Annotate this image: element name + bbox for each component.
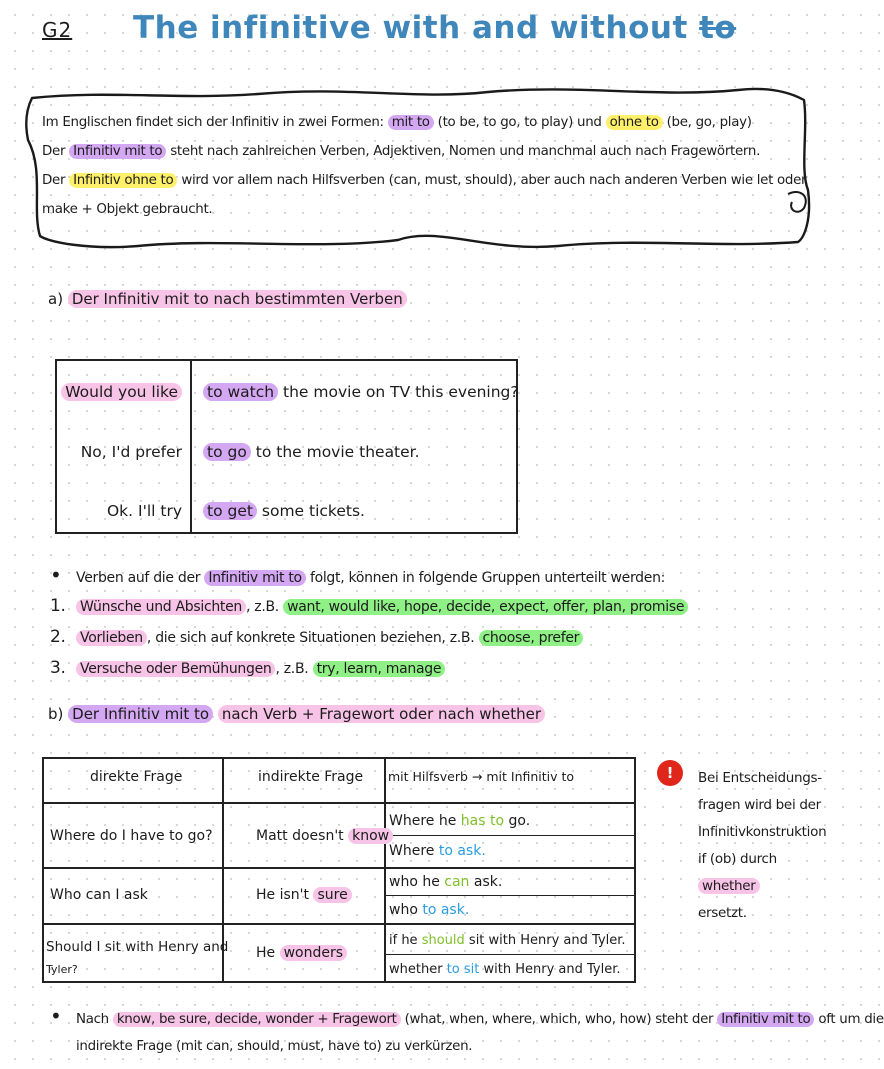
list-item: 1. Wünsche und Absichten , z.B. want, would like, hope, decide, expect, offer, plan, promise — [50, 593, 670, 624]
groups-lead: • Verben auf die der Infinitiv mit to folgt, können in folgende Gruppen unterteilt werden: — [50, 563, 666, 587]
table-cell: Where he has to go. — [389, 813, 531, 829]
section-b-heading: b) Der Infinitiv mit to nach Verb + Fragewort oder nach whether — [48, 705, 545, 723]
bottom-line-1: • Nach know, be sure, decide, wonder + Fragewort (what, when, where, which, who, how) steht der Infinitiv mit to oft um die — [50, 1004, 884, 1028]
table-cell: whether to sit with Henry and Tyler. — [389, 962, 621, 977]
list-item: 2. Vorlieben , die sich auf konkrete Situationen beziehen, z.B. choose, prefer — [50, 624, 670, 655]
table-cell: Should I sit with Henry and — [46, 939, 229, 955]
column-header: indirekte Frage — [258, 769, 364, 785]
intro-line-4: make + Objekt gebraucht. — [42, 202, 213, 217]
highlight-infinitiv-ohne-to: Infinitiv ohne to — [69, 173, 177, 188]
highlight-ohne-to: ohne to — [606, 115, 663, 130]
table-cell: who he can ask. — [389, 874, 503, 890]
table-cell: Tyler? — [46, 963, 78, 976]
title-struck-word: to — [699, 10, 737, 46]
highlight-infinitiv-mit-to: Infinitiv mit to — [69, 144, 166, 159]
example-table-a: Would you like to watch the movie on TV this evening? No, I'd prefer to go to the movie theater. Ok. I'll try to get some tickets. — [55, 359, 518, 534]
table-divider — [190, 361, 192, 532]
table-divider — [384, 759, 386, 981]
highlight-mit-to: mit to — [388, 115, 434, 130]
table-cell: who to ask. — [389, 902, 470, 918]
table-divider — [44, 923, 634, 925]
intro-line-3: Der Infinitiv ohne to wird vor allem nach Hilfsverben (can, must, should), aber auch nach anderen Verben wie let oder — [42, 173, 807, 188]
bottom-note — [50, 1000, 884, 1058]
verb-groups — [50, 562, 685, 686]
page-title — [133, 10, 736, 46]
question-table-b — [42, 757, 636, 983]
table-subdivider — [384, 895, 634, 896]
section-a-heading: a) Der Infinitiv mit to nach bestimmten Verben — [48, 290, 407, 308]
intro-text — [42, 108, 807, 224]
table-subdivider — [384, 835, 634, 836]
title-main: The infinitive with and without — [133, 10, 688, 46]
table-cell: Where to ask. — [389, 843, 486, 859]
column-header: direkte Frage — [90, 769, 183, 785]
list-item: 3. Versuche oder Bemühungen , z.B. try, learn, manage — [50, 655, 670, 686]
table-subdivider — [384, 954, 634, 955]
intro-line-2: Der Infinitiv mit to steht nach zahlreichen Verben, Adjektiven, Nomen und manchmal auch nach Fragewörtern. — [42, 144, 761, 159]
table-cell: Where do I have to go? — [50, 828, 213, 844]
table-cell: Matt doesn't know — [256, 828, 393, 844]
column-header: mit Hilfsverb → mit Infinitiv to — [388, 769, 575, 784]
alert-icon: ! — [657, 760, 683, 786]
table-cell: if he should sit with Henry and Tyler. — [389, 933, 626, 948]
table-cell: He isn't sure — [256, 887, 352, 903]
table-cell: He wonders — [256, 945, 347, 961]
table-divider — [44, 867, 634, 869]
side-note: Bei Entscheidungs- fragen wird bei der Infinitivkonstruktion if (ob) durch whether ersetzt. — [698, 770, 827, 921]
bottom-line-2: indirekte Frage (mit can, should, must, have to) zu verkürzen. — [76, 1039, 473, 1054]
page-code: G2 — [42, 18, 73, 42]
intro-line-1: Im Englischen findet sich der Infinitiv in zwei Formen: mit to (to be, to go, to play) und ohne to (be, go, play) — [42, 115, 752, 130]
table-cell: Who can I ask — [50, 887, 148, 903]
table-divider — [44, 802, 634, 804]
